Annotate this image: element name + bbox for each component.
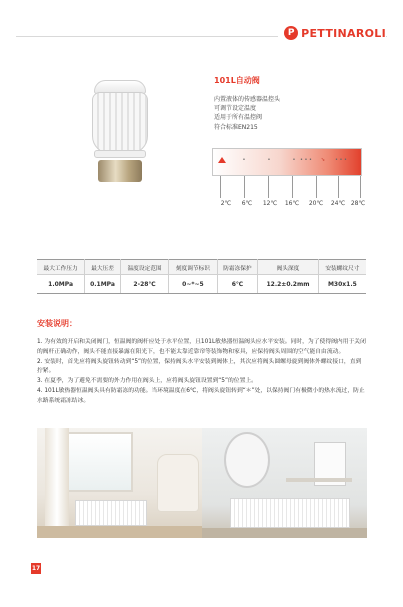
room-photo-right <box>202 428 367 538</box>
page-number: 17 <box>31 565 41 572</box>
product-title: 101L自动阀 <box>214 76 260 85</box>
table-cell: 0~*~5 <box>169 275 217 294</box>
table-header: 最大工作压力 <box>37 260 85 275</box>
table-cell: 0.1MPa <box>85 275 121 294</box>
description-line: 适用于所有温控阀 <box>214 114 263 122</box>
scale-symbol: • • • <box>334 157 348 163</box>
floor-image <box>37 526 202 538</box>
table-cell: 1.0MPa <box>37 275 85 294</box>
table-cell: 2-28℃ <box>120 275 168 294</box>
product-body <box>92 92 148 154</box>
table-header: 安装螺纹尺寸 <box>318 260 366 275</box>
product-band <box>94 150 146 158</box>
floor-image <box>202 528 367 538</box>
temperature-label: 28℃ <box>350 200 366 207</box>
radiator-image <box>75 500 147 526</box>
tick-line <box>338 176 339 198</box>
temperature-scale-bar <box>212 148 362 176</box>
install-instructions <box>37 338 367 407</box>
tick-line <box>268 176 269 198</box>
table-cell: M30x1.5 <box>318 275 366 294</box>
scale-symbol: ➘ <box>320 157 326 163</box>
scale-symbol: • <box>267 157 271 163</box>
description-line: 内置液体的传感器温控头 <box>214 96 281 103</box>
table-cell: 6℃ <box>217 275 258 294</box>
temperature-label: 16℃ <box>284 200 300 207</box>
temperature-label: 2℃ <box>220 200 232 207</box>
install-item: 1. 为有效的开启和关闭阀门，恒温阀的阀杆应处于水平位置，且101L敏热器恒温阀头应水平安装。同时，为了使得阀内用于关闭的阀杆正确动作，阀头不能直接暴露在阳光下，也不能太靠近靠帘等装饰物和家具，应保持阀头周围的空气能自由流动。 <box>37 339 366 355</box>
radiator-image <box>230 498 350 528</box>
temperature-label: 12℃ <box>262 200 278 207</box>
product-nut <box>98 160 142 182</box>
armchair-image <box>157 454 199 512</box>
install-title: 安装说明： <box>37 319 77 328</box>
tick-line <box>292 176 293 198</box>
scale-symbol: • • • <box>299 157 313 163</box>
table-header-row <box>37 260 366 275</box>
curtain-image <box>45 428 69 528</box>
brand-logo <box>278 26 386 40</box>
temperature-label: 6℃ <box>241 200 253 207</box>
temperature-label: 20℃ <box>308 200 324 207</box>
tick-line <box>220 176 221 198</box>
description-line: 符合标准EN215 <box>214 123 258 131</box>
tick-line <box>360 176 361 198</box>
table-header: 刻度调节标识 <box>169 260 217 275</box>
thermostatic-head-image <box>90 80 150 190</box>
table-header: 阀头深度 <box>258 260 319 275</box>
table-cell: 12.2±0.2mm <box>258 275 319 294</box>
window-image <box>63 432 133 492</box>
room-photo-left <box>37 428 202 538</box>
mirror-image <box>224 432 270 488</box>
description-line: 可调节设定温度 <box>214 105 257 113</box>
product-description <box>214 95 280 132</box>
logo-mark-icon: P <box>284 26 298 40</box>
install-item: 2. 安装时，首先应将阀头旋钮转动到“5”的位置，保持阀头水平安装到阀体上，其次应将阀头圆螺母旋到阀体外螺纹接口，直到拧紧。 <box>37 358 362 375</box>
triangle-icon <box>218 157 226 163</box>
table-header: 温度设定范围 <box>120 260 168 275</box>
brand-name: PETTINAROLI <box>301 26 386 40</box>
table-header: 最大压差 <box>85 260 121 275</box>
install-item: 3. 在夏季，为了避免不需要的外力作用在阀头上，应将阀头旋钮设置到“5”的位置上。 <box>37 378 257 385</box>
table-header: 防霜冻保护 <box>217 260 258 275</box>
spec-table <box>37 259 366 294</box>
temperature-ticks <box>212 176 362 201</box>
shelf-image <box>286 478 352 482</box>
tick-line <box>244 176 245 198</box>
scale-symbol: • <box>292 157 296 163</box>
temperature-label: 24℃ <box>330 200 346 207</box>
tick-line <box>316 176 317 198</box>
scale-symbol: • <box>242 157 246 163</box>
table-row <box>37 275 366 294</box>
install-item: 4. 101L敏热器恒温阀头具有防霜冻的功能。当环境温度在6℃，将阀头旋钮转到“＊”处，以保持阀门有极微小的热水流过，防止水路系统霜冻结冰。 <box>37 387 365 404</box>
